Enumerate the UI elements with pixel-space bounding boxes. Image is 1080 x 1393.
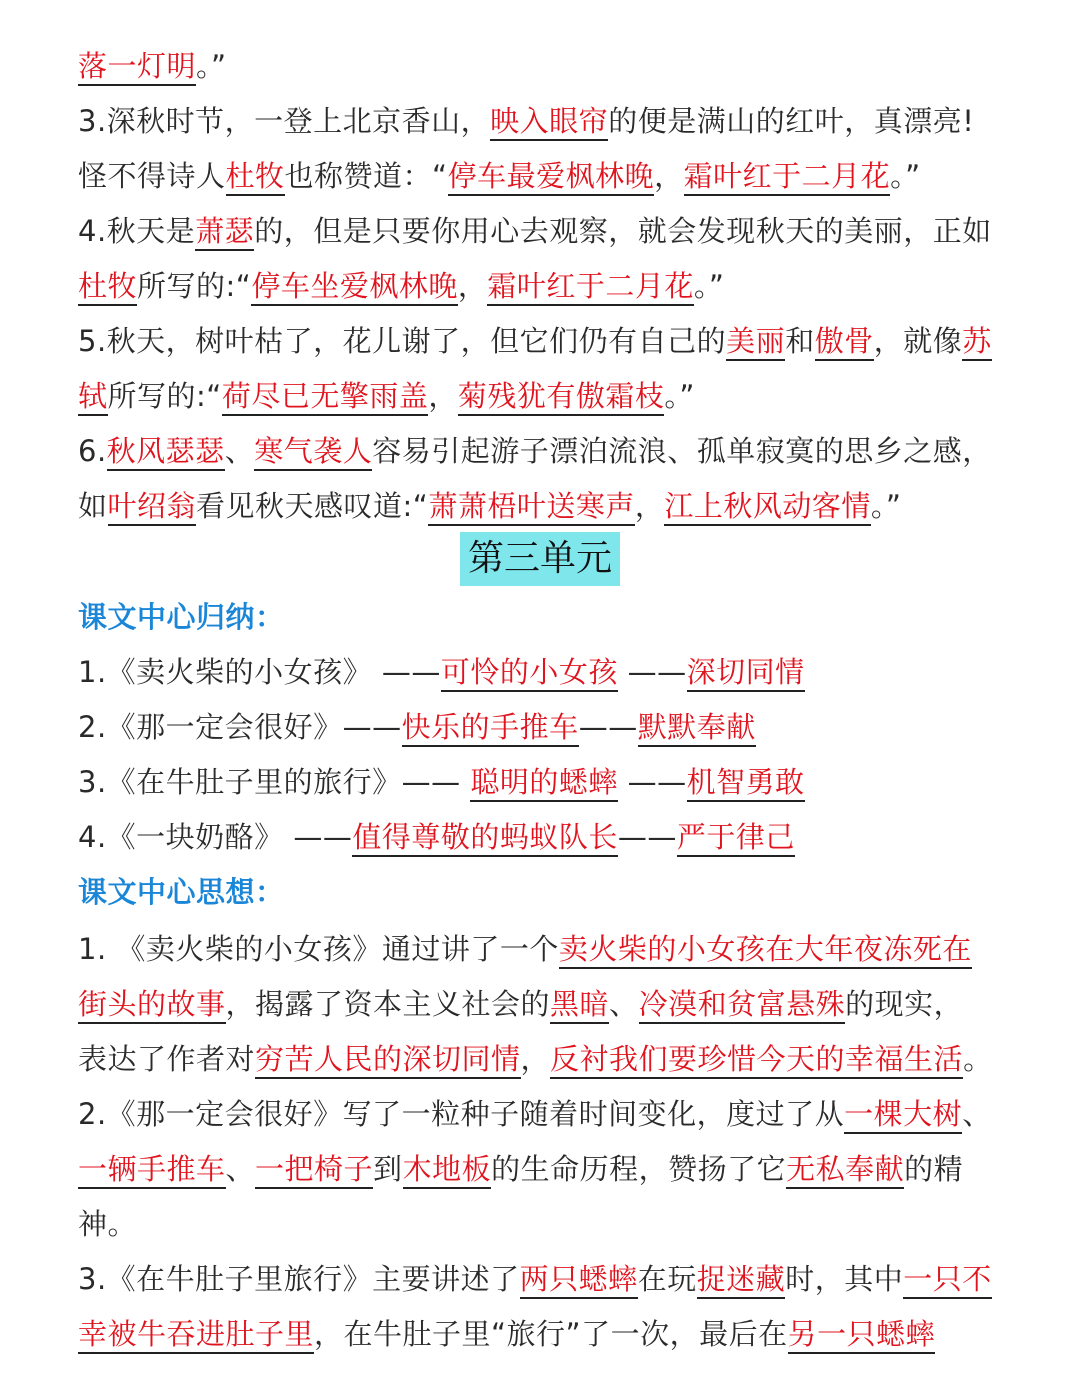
answer-text: 可怜的小女孩	[441, 655, 618, 692]
answer-text: 萧瑟	[195, 214, 254, 251]
idea-line	[78, 1259, 1010, 1299]
plain-text: 4.《一块奶酪》 ——	[78, 820, 353, 854]
plain-text: 、	[962, 1097, 992, 1131]
idea-line	[78, 1094, 1010, 1134]
text-line	[78, 46, 1010, 86]
plain-text: 。”	[664, 379, 695, 413]
summary-line	[78, 817, 1010, 857]
answer-text: 一辆手推车	[78, 1152, 226, 1189]
plain-text: 。”	[693, 269, 725, 303]
answer-text: 萧萧梧叶送寒声	[428, 489, 635, 526]
plain-text: ，揭露了资本主义社会的	[225, 987, 551, 1021]
plain-text: 。”	[196, 49, 227, 83]
answer-text: 落一灯明	[78, 49, 196, 86]
answer-text: 一棵大树	[844, 1097, 962, 1134]
answer-text: 卖火柴的小女孩在大年夜冻死在	[559, 932, 972, 969]
unit-title-row	[0, 532, 1080, 586]
answer-text: 值得尊敬的蚂蚁队长	[352, 820, 618, 857]
section-heading: 课文中心归纳：	[78, 600, 285, 634]
answer-text: 一把椅子	[255, 1152, 373, 1189]
plain-text: ，	[457, 269, 488, 303]
plain-text: 和	[785, 324, 815, 358]
answer-text: 严于律己	[677, 820, 795, 857]
answer-text: 映入眼帘	[490, 104, 608, 141]
plain-text: 表达了作者对	[78, 1042, 256, 1076]
answer-text: 菊残犹有傲霜枝	[458, 379, 665, 416]
plain-text: 看见秋天感叹道:“	[196, 489, 429, 523]
answer-text: 轼	[78, 379, 108, 416]
answer-text: 机智勇敢	[687, 765, 805, 802]
plain-text: ——	[578, 710, 638, 744]
answer-text: 杜牧	[78, 269, 137, 306]
idea-line	[78, 1149, 1010, 1189]
plain-text: 时，其中	[785, 1262, 904, 1296]
plain-text: 5.秋天，树叶枯了，花儿谢了，但它们仍有自己的	[78, 324, 727, 358]
text-line	[78, 431, 1010, 471]
idea-line	[78, 1039, 1010, 1079]
text-line	[78, 101, 1010, 141]
plain-text: 所写的:“	[107, 379, 222, 413]
text-line	[78, 486, 1010, 526]
plain-text: 。”	[870, 489, 902, 523]
plain-text: 。	[963, 1042, 993, 1076]
answer-text: 幸被牛吞进肚子里	[78, 1317, 314, 1354]
answer-text: 江上秋风动客情	[664, 489, 871, 526]
answer-text: 聪明的蟋蟀	[470, 765, 618, 802]
answer-text: 街头的故事	[78, 987, 226, 1024]
plain-text: ，	[520, 1042, 551, 1076]
answer-text: 苏	[962, 324, 992, 361]
plain-text: 1.《卖火柴的小女孩》 ——	[78, 655, 441, 689]
plain-text: 2.《那一定会很好》——	[78, 710, 402, 744]
answer-text: 叶绍翁	[108, 489, 197, 526]
plain-text: 神。	[78, 1207, 138, 1241]
answer-text: 停车最爱枫林晚	[448, 159, 655, 196]
plain-text: ，	[428, 379, 458, 413]
answer-text: 捉迷藏	[697, 1262, 786, 1299]
answer-text: 两只蟋蟀	[520, 1262, 638, 1299]
answer-text: 美丽	[726, 324, 785, 361]
plain-text: 所写的:“	[137, 269, 252, 303]
text-line	[78, 156, 1010, 196]
answer-text: 霜叶红于二月花	[487, 269, 694, 306]
plain-text: ——	[617, 655, 687, 689]
unit-title: 第三单元	[460, 532, 620, 586]
plain-text: 4.秋天是	[78, 214, 196, 248]
idea-line	[78, 1314, 1010, 1354]
plain-text: 如	[78, 489, 108, 523]
answer-text: 快乐的手推车	[402, 710, 579, 747]
answer-text: 杜牧	[226, 159, 285, 196]
plain-text: 1. 《卖火柴的小女孩》通过讲了一个	[78, 932, 559, 966]
plain-text: 容易引起游子漂泊流浪、孤单寂寞的思乡之感，	[372, 434, 992, 468]
plain-text: 3.深秋时节，一登上北京香山，	[78, 104, 491, 138]
plain-text: 3.《在牛肚子里旅行》主要讲述了	[78, 1262, 520, 1296]
summary-line	[78, 652, 1010, 692]
plain-text: 6.	[78, 434, 107, 468]
plain-text: 3.《在牛肚子里的旅行》——	[78, 765, 471, 799]
plain-text: 、	[225, 1152, 256, 1186]
plain-text: 2.《那一定会很好》写了一粒种子随着时间变化，度过了从	[78, 1097, 845, 1131]
plain-text: 在玩	[637, 1262, 697, 1296]
answer-text: 无私奉献	[786, 1152, 904, 1189]
plain-text: ，	[654, 159, 684, 193]
plain-text: 的精	[904, 1152, 964, 1186]
answer-text: 黑暗	[550, 987, 609, 1024]
plain-text: 、	[609, 987, 639, 1021]
plain-text: 的便是满山的红叶，真漂亮!	[608, 104, 975, 138]
plain-text: 到	[373, 1152, 403, 1186]
answer-text: 反衬我们要珍惜今天的幸福生活	[550, 1042, 963, 1079]
plain-text: ，就像	[873, 324, 963, 358]
summary-line	[78, 707, 1010, 747]
plain-text: 。”	[890, 159, 921, 193]
summary-line	[78, 762, 1010, 802]
section-heading: 课文中心思想：	[78, 875, 285, 909]
plain-text: ，在牛肚子里“旅行”了一次，最后在	[314, 1317, 788, 1351]
answer-text: 寒气袭人	[254, 434, 372, 471]
plain-text: ——	[617, 765, 687, 799]
text-line	[78, 321, 1010, 361]
idea-line	[78, 929, 1010, 969]
idea-line	[78, 984, 1010, 1024]
answer-text: 木地板	[403, 1152, 492, 1189]
plain-text: 怪不得诗人	[78, 159, 226, 193]
answer-text: 荷尽已无擎雨盖	[222, 379, 429, 416]
text-line	[78, 266, 1010, 306]
answer-text: 深切同情	[687, 655, 805, 692]
text-line	[78, 211, 1010, 251]
plain-text: 的现实，	[845, 987, 964, 1021]
answer-text: 冷漠和贫富悬殊	[639, 987, 846, 1024]
answer-text: 傲骨	[815, 324, 874, 361]
answer-text: 一只不	[903, 1262, 992, 1299]
idea-line	[78, 1204, 1010, 1244]
answer-text: 秋风瑟瑟	[107, 434, 225, 471]
answer-text: 默默奉献	[638, 710, 756, 747]
answer-text: 霜叶红于二月花	[684, 159, 891, 196]
answer-text: 穷苦人民的深切同情	[255, 1042, 521, 1079]
plain-text: ——	[617, 820, 677, 854]
plain-text: 也称赞道：“	[284, 159, 448, 193]
answer-text: 另一只蟋蟀	[788, 1317, 936, 1354]
text-line	[78, 376, 1010, 416]
plain-text: 、	[224, 434, 255, 468]
plain-text: 的，但是只要你用心去观察，就会发现秋天的美丽，正如	[254, 214, 992, 248]
plain-text: 的生命历程，赞扬了它	[491, 1152, 787, 1186]
answer-text: 停车坐爱枫林晚	[251, 269, 458, 306]
plain-text: ，	[634, 489, 665, 523]
